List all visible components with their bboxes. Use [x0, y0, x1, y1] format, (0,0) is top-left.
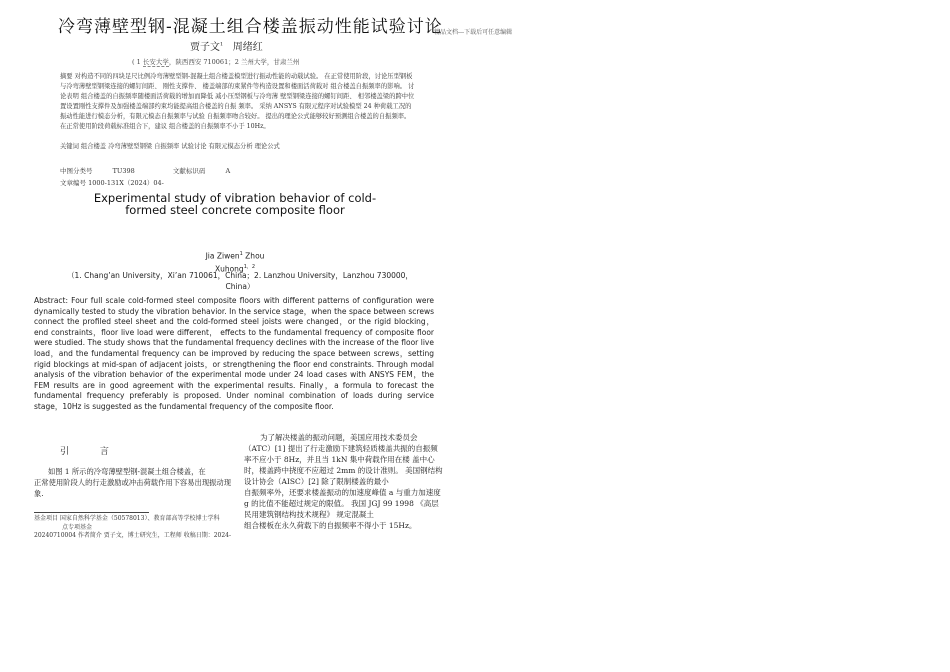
- doc-code-field: [173, 167, 248, 175]
- download-note: 精品文档---下载后可任意编辑: [434, 29, 513, 36]
- affiliation-cn-rest: ，陕西西安 710061；2 兰州大学，甘肃兰州: [168, 58, 300, 66]
- intro-left-para-2: 正常使用阶段人的行走激励或冲击荷载作用下容易出现振动现象.: [34, 478, 232, 498]
- doc-code-value: A: [225, 167, 231, 175]
- author-2-en: Zhou Xuhong: [214, 251, 265, 273]
- author-1-cn: 贾子文: [190, 42, 220, 53]
- author-1-sup: 1: [220, 41, 224, 48]
- affiliation-cn-university: 长安大学: [142, 58, 169, 66]
- footnote-line-2: 点专项基金: [62, 523, 93, 531]
- paper-title-cn: 冷弯薄壁型钢-混凝土组合楼盖振动性能试验讨论: [58, 17, 443, 37]
- paper-title-en: Experimental study of vibration behavior of cold-formed steel concrete composite floor: [93, 191, 377, 217]
- affiliation-cn-prefix: ( 1: [132, 58, 141, 66]
- clc-label: 中图分类号: [60, 167, 93, 175]
- intro-right-para-2: 自振频率外，还要求楼盖振动的加速度峰值 a 与重力加速度 g 的比值不能超过规定的限值。 我国 JGJ 99 1998 《高层民用建筑钢结构技术规程》 规定混凝土: [244, 488, 441, 519]
- doc-code-label: 文献标识码: [172, 167, 206, 175]
- affiliation-cn: [132, 57, 299, 66]
- author-1-en: Jia Ziwen: [205, 251, 240, 261]
- affiliation-en: （1. Chang’an University，Xi’an 710061，China；2. Lanzhou University，Lanzhou 730000，China）: [67, 271, 413, 291]
- author-2-en-sup: 1，2: [243, 263, 256, 270]
- clc-field: [60, 167, 153, 175]
- keywords-cn: 关键词 组合楼盖 冷弯薄壁型钢梁 自振频率 试验讨论 有限元模态分析 理论公式: [60, 143, 280, 150]
- abstract-en: Abstract: Four full scale cold-formed steel composite floors with different patterns of configuration were dynamically tested to study the vibration behavior. In the service stage，when the space between screws connect the profiled steel sheet and the cold-formed steel joists were changed，or the rigid blocking，end constraints，floor live load were different， effects to the fundamental frequency of composite floor were studied. The study shows that the fundamental frequency declines with the increase of the floor live load，and the fundamental frequency can be improved by reducing the space between screws，setting rigid blockings at mid-span of adjacent joists，or strengthening the floor end constraints. Through modal analysis of the vibration behavior of the experimental mode under 24 load cases with ANSYS FEM，the FEM results are in good agreement with the experimental results. Finally，a formula to forecast the fundamental frequency preferably is proposed. Under nominal combination of loads during service stage，10Hz is suggested as the fundamental frequency of the composite floor.: [34, 296, 434, 411]
- authors-cn: [190, 38, 263, 53]
- article-number-value: 1000-131X（2024）04-: [88, 179, 164, 187]
- intro-left-para-1: 如图 1 所示的冷弯薄壁型钢-混凝土组合楼盖，在: [48, 467, 206, 476]
- footnote-line-1: 基金项目 国家自然科学基金（50578013）、教育部高等学校博士学科: [34, 515, 220, 522]
- classification-line: [60, 166, 266, 175]
- intro-left-column: [34, 466, 234, 499]
- article-number-line: [60, 178, 164, 187]
- intro-right-para-3: 组合楼板在永久荷载下的自振频率不得小于 15Hz。: [244, 521, 417, 530]
- intro-right-column: [244, 432, 444, 531]
- section-heading-introduction: 引 言: [60, 447, 123, 457]
- abstract-cn: 摘要 对构造不同的四块足尺比例冷弯薄壁型钢-混凝土组合楼盖模型进行振动性能的动载试验。 在正常使用阶段，讨论压型钢板与冷弯薄壁型钢梁连接的螺钉间距、 刚性支撑件、 楼盖端部的束紧件等构造设置和楼面活荷载对 组合楼盖自振频率的影响。 讨论表明 组合楼盖的自振频率随楼面活荷载的增加而降低 减小压型钢板与冷弯薄 壁型钢梁连接的螺钉间距、 相邻楼盖梁的跨中位置设置刚性支撑件及加强楼盖端部约束均能提高组合楼盖的自振 频率。 采纳 ANSYS 有限元程序对试验模型 24 种荷载工况的振动性能进行模态分析，有限元模态自振频率与试验 自振频率吻合较好。 提出的理论公式能够较好预测组合楼盖的自振频率。 在正常使用阶段荷载标准组合下，建议 组合楼盖的自振频率不小于 10Hz。: [60, 73, 415, 130]
- clc-value: TU398: [112, 167, 135, 175]
- article-number-label: 文章编号: [60, 179, 86, 187]
- footnote: [34, 515, 234, 541]
- footnote-divider: [34, 512, 149, 513]
- footnote-line-3: 20240710004 作者简介 贾子文，博士研究生，工程师 收稿日期：2024-: [34, 532, 232, 539]
- author-1-en-sup: 1: [239, 251, 243, 257]
- author-2-cn: 周绪红: [232, 42, 263, 53]
- intro-right-para-1: 为了解决楼盖的振动问题，美国应用技术委员会（ATC）[1] 提出了行走激励下建筑轻质楼盖共振的自振频率不应小于 8Hz，并且当 1kN 集中荷载作用在楼 盖中心时，楼盖跨中挠度不应超过 2mm 的设计准则。 美国钢结构设计协会（AISC）[2] 除了限制楼盖的最小: [244, 433, 443, 486]
